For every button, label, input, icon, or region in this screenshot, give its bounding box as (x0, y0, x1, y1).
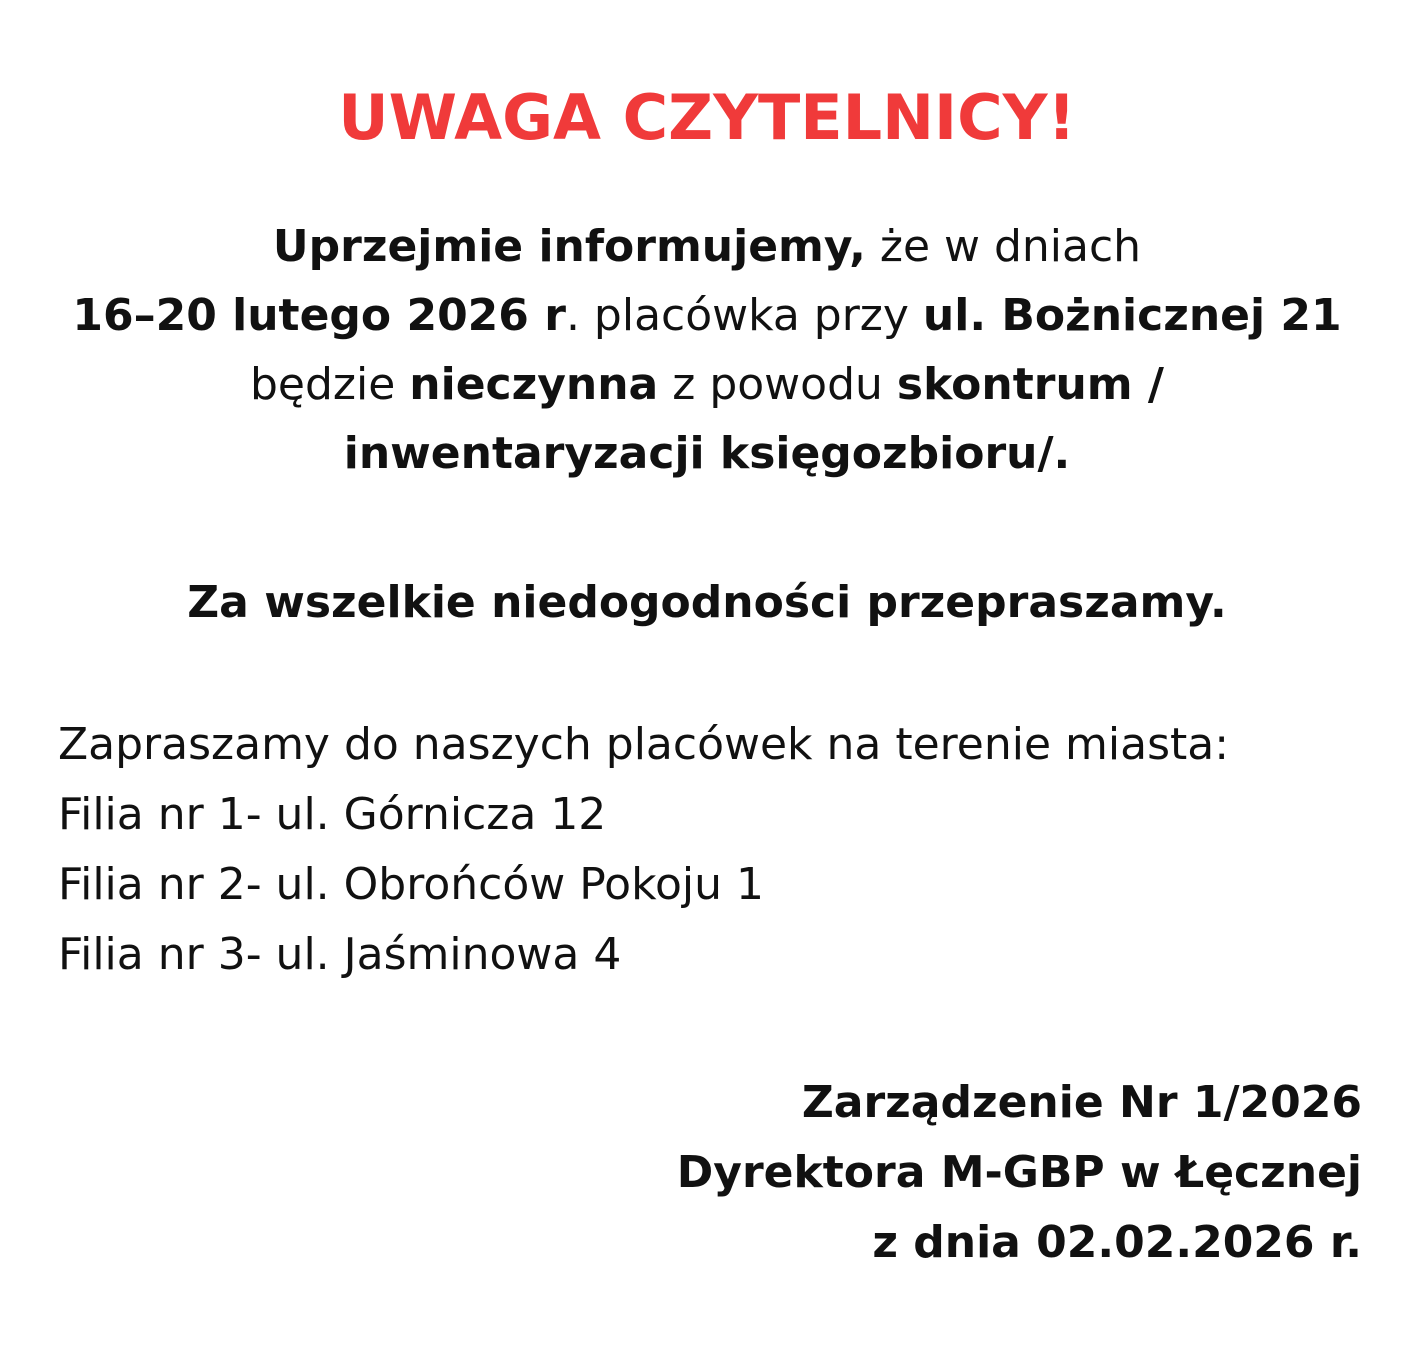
notice-line-2 (20, 281, 1394, 350)
order-reference (462, 1068, 1362, 1278)
notice-line-3 (20, 350, 1394, 419)
order-line-2: Dyrektora M-GBP w Łęcznej (676, 1147, 1362, 1198)
apology-text: Za wszelkie niedogodności przepraszamy. (187, 577, 1227, 628)
notice-dates: 16–20 lutego 2026 r (72, 290, 566, 341)
branch-intro: Zapraszamy do naszych placówek na terenie miasta: (58, 719, 1230, 770)
notice-reason-text: z powodu (658, 359, 897, 410)
notice-line-1 (20, 212, 1394, 281)
notice-intro-bold: Uprzejmie informujemy, (272, 221, 866, 272)
notice-address: ul. Bożnicznej 21 (922, 290, 1342, 341)
notice-location-text: . placówka przy (565, 290, 923, 341)
notice-intro-text: że w dniach (865, 221, 1142, 272)
order-line-3: z dnia 02.02.2026 r. (872, 1217, 1362, 1268)
list-item: Filia nr 1- ul. Górnicza 12 (58, 789, 607, 840)
order-line-1: Zarządzenie Nr 1/2026 (801, 1077, 1362, 1128)
notice-line-4 (20, 419, 1394, 488)
notice-reason: skontrum / (896, 359, 1165, 410)
list-item: Filia nr 2- ul. Obrońców Pokoju 1 (58, 859, 765, 910)
notice-closed: nieczynna (409, 359, 659, 410)
notice-reason-cont: inwentaryzacji księgozbioru/. (343, 428, 1071, 479)
page-title: UWAGA CZYTELNICY! (338, 81, 1076, 154)
closure-notice (20, 212, 1394, 488)
branch-list (58, 710, 1388, 990)
list-item: Filia nr 3- ul. Jaśminowa 4 (58, 929, 622, 980)
notice-will-be-text: będzie (249, 359, 410, 410)
